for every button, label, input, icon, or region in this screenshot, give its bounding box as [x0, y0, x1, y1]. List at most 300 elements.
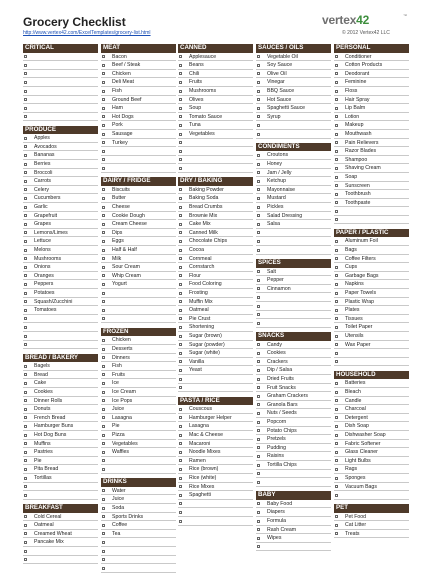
checkbox-icon[interactable]	[335, 201, 338, 204]
item-label: Light Bulbs	[345, 457, 371, 464]
checkbox-icon[interactable]	[24, 515, 27, 518]
checkbox-icon[interactable]	[102, 532, 105, 535]
checkbox-icon[interactable]	[102, 266, 105, 269]
checkbox-icon[interactable]	[24, 145, 27, 148]
checkbox-icon[interactable]	[179, 451, 182, 454]
checkbox-icon[interactable]	[179, 309, 182, 312]
checkbox-icon[interactable]	[335, 90, 338, 93]
checkbox-icon[interactable]	[335, 317, 338, 320]
checkbox-icon[interactable]	[335, 124, 338, 127]
checkbox-icon[interactable]	[179, 107, 182, 110]
checkbox-icon[interactable]	[179, 335, 182, 338]
checkbox-icon[interactable]	[179, 240, 182, 243]
checkbox-icon[interactable]	[335, 494, 338, 497]
checkbox-icon[interactable]	[179, 150, 182, 153]
checkbox-icon[interactable]	[102, 399, 105, 402]
checkbox-icon[interactable]	[102, 90, 105, 93]
checkbox-icon[interactable]	[24, 494, 27, 497]
checkbox-icon[interactable]	[24, 98, 27, 101]
checkbox-icon[interactable]	[179, 266, 182, 269]
checkbox-icon[interactable]	[102, 231, 105, 234]
checkbox-icon[interactable]	[335, 115, 338, 118]
checkbox-icon[interactable]	[257, 171, 260, 174]
checkbox-icon[interactable]	[179, 90, 182, 93]
list-item	[101, 336, 176, 345]
list-item	[23, 177, 98, 186]
checkbox-icon[interactable]	[335, 257, 338, 260]
checkbox-icon[interactable]	[24, 180, 27, 183]
checkbox-icon[interactable]	[257, 322, 260, 325]
checkbox-icon[interactable]	[24, 300, 27, 303]
item-label: Flour	[189, 272, 201, 279]
checkbox-icon[interactable]	[24, 55, 27, 58]
checkbox-icon[interactable]	[102, 197, 105, 200]
checkbox-icon[interactable]	[24, 365, 27, 368]
checkbox-icon[interactable]	[257, 378, 260, 381]
checkbox-icon[interactable]	[335, 176, 338, 179]
checkbox-icon[interactable]	[179, 257, 182, 260]
checkbox-icon[interactable]	[179, 98, 182, 101]
checkbox-icon[interactable]	[257, 107, 260, 110]
checkbox-icon[interactable]	[257, 206, 260, 209]
checkbox-icon[interactable]	[24, 391, 27, 394]
checkbox-icon[interactable]	[335, 451, 338, 454]
checkbox-icon[interactable]	[257, 511, 260, 514]
checkbox-icon[interactable]	[179, 197, 182, 200]
list-item	[178, 53, 253, 62]
checkbox-icon[interactable]	[257, 369, 260, 372]
checkbox-icon[interactable]	[335, 218, 338, 221]
checkbox-icon[interactable]	[257, 214, 260, 217]
checkbox-icon[interactable]	[335, 249, 338, 252]
checkbox-icon[interactable]	[102, 489, 105, 492]
checkbox-icon[interactable]	[257, 472, 260, 475]
checkbox-icon[interactable]	[179, 520, 182, 523]
checkbox-icon[interactable]	[179, 360, 182, 363]
checkbox-icon[interactable]	[257, 296, 260, 299]
checkbox-icon[interactable]	[24, 292, 27, 295]
checkbox-icon[interactable]	[257, 115, 260, 118]
checkbox-icon[interactable]	[24, 107, 27, 110]
logo-text: vertex	[322, 13, 357, 27]
checkbox-icon[interactable]	[24, 188, 27, 191]
checkbox-icon[interactable]	[335, 309, 338, 312]
checkbox-icon[interactable]	[102, 515, 105, 518]
checkbox-icon[interactable]	[179, 494, 182, 497]
checkbox-icon[interactable]	[24, 81, 27, 84]
checkbox-icon[interactable]	[102, 550, 105, 553]
item-label: Ramen	[189, 457, 206, 464]
checkbox-icon[interactable]	[335, 416, 338, 419]
checkbox-icon[interactable]	[102, 115, 105, 118]
checkbox-icon[interactable]	[257, 438, 260, 441]
checkbox-icon[interactable]	[257, 90, 260, 93]
checkbox-icon[interactable]	[335, 141, 338, 144]
checkbox-icon[interactable]	[179, 188, 182, 191]
checkbox-icon[interactable]	[102, 317, 105, 320]
checkbox-icon[interactable]	[335, 72, 338, 75]
checkbox-icon[interactable]	[24, 373, 27, 376]
checkbox-icon[interactable]	[24, 90, 27, 93]
checkbox-icon[interactable]	[257, 412, 260, 415]
checkbox-icon[interactable]	[257, 386, 260, 389]
list-item	[256, 517, 331, 526]
checkbox-icon[interactable]	[179, 442, 182, 445]
item-label: Baking Soda	[189, 195, 219, 202]
checkbox-icon[interactable]	[102, 249, 105, 252]
checkbox-icon[interactable]	[257, 403, 260, 406]
item-label: Syrup	[267, 113, 281, 120]
checkbox-icon[interactable]	[102, 206, 105, 209]
checkbox-icon[interactable]	[335, 107, 338, 110]
checkbox-icon[interactable]	[102, 167, 105, 170]
checkbox-icon[interactable]	[102, 214, 105, 217]
checkbox-icon[interactable]	[102, 408, 105, 411]
checkbox-icon[interactable]	[335, 133, 338, 136]
checkbox-icon[interactable]	[335, 515, 338, 518]
checkbox-icon[interactable]	[179, 64, 182, 67]
checkbox-icon[interactable]	[335, 98, 338, 101]
checkbox-icon[interactable]	[24, 408, 27, 411]
checkbox-icon[interactable]	[102, 391, 105, 394]
checkbox-icon[interactable]	[102, 188, 105, 191]
checkbox-icon[interactable]	[179, 416, 182, 419]
list-item	[334, 306, 409, 315]
checkbox-icon[interactable]	[257, 154, 260, 157]
checkbox-icon[interactable]	[257, 545, 260, 548]
checkbox-icon[interactable]	[179, 386, 182, 389]
checkbox-icon[interactable]	[257, 455, 260, 458]
checkbox-icon[interactable]	[335, 335, 338, 338]
checkbox-icon[interactable]	[24, 309, 27, 312]
list-item	[178, 212, 253, 221]
checkbox-icon[interactable]	[257, 287, 260, 290]
checkbox-icon[interactable]	[102, 382, 105, 385]
checkbox-icon[interactable]	[102, 339, 105, 342]
checkbox-icon[interactable]	[102, 257, 105, 260]
checkbox-icon[interactable]	[179, 249, 182, 252]
checkbox-icon[interactable]	[179, 206, 182, 209]
checkbox-icon[interactable]	[335, 477, 338, 480]
checkbox-icon[interactable]	[179, 55, 182, 58]
checkbox-icon[interactable]	[179, 292, 182, 295]
checkbox-icon[interactable]	[102, 158, 105, 161]
checkbox-icon[interactable]	[179, 434, 182, 437]
checkbox-icon[interactable]	[257, 502, 260, 505]
checkbox-icon[interactable]	[335, 300, 338, 303]
checkbox-icon[interactable]	[335, 210, 338, 213]
checkbox-icon[interactable]	[102, 468, 105, 471]
checkbox-icon[interactable]	[24, 343, 27, 346]
checkbox-icon[interactable]	[179, 115, 182, 118]
checkbox-icon[interactable]	[335, 55, 338, 58]
item-label: Spaghetti	[189, 492, 211, 499]
checkbox-icon[interactable]	[335, 326, 338, 329]
checkbox-icon[interactable]	[179, 511, 182, 514]
checkbox-icon[interactable]	[257, 55, 260, 58]
checkbox-icon[interactable]	[24, 434, 27, 437]
checkbox-icon[interactable]	[257, 446, 260, 449]
checkbox-icon[interactable]	[24, 532, 27, 535]
checkbox-icon[interactable]	[257, 537, 260, 540]
checkbox-icon[interactable]	[24, 283, 27, 286]
checkbox-icon[interactable]	[335, 150, 338, 153]
checkbox-icon[interactable]	[335, 343, 338, 346]
checkbox-icon[interactable]	[179, 158, 182, 161]
checkbox-icon[interactable]	[102, 451, 105, 454]
checkbox-icon[interactable]	[335, 64, 338, 67]
checkbox-icon[interactable]	[24, 72, 27, 75]
logo-trademark: ™	[403, 13, 407, 18]
checkbox-icon[interactable]	[102, 292, 105, 295]
checkbox-icon[interactable]	[24, 249, 27, 252]
checkbox-icon[interactable]	[335, 442, 338, 445]
checkbox-icon[interactable]	[257, 352, 260, 355]
checkbox-icon[interactable]	[335, 240, 338, 243]
checkbox-icon[interactable]	[335, 485, 338, 488]
item-label: Donuts	[34, 406, 51, 413]
category-section	[23, 126, 98, 349]
checkbox-icon[interactable]	[257, 223, 260, 226]
list-item	[101, 280, 176, 289]
checkbox-icon[interactable]	[257, 520, 260, 523]
checkbox-icon[interactable]	[179, 72, 182, 75]
checkbox-icon[interactable]	[257, 528, 260, 531]
checkbox-icon[interactable]	[335, 274, 338, 277]
checkbox-icon[interactable]	[24, 206, 27, 209]
checkbox-icon[interactable]	[24, 550, 27, 553]
checkbox-icon[interactable]	[102, 141, 105, 144]
checkbox-icon[interactable]	[102, 283, 105, 286]
checkbox-icon[interactable]	[179, 223, 182, 226]
checkbox-icon[interactable]	[24, 477, 27, 480]
checkbox-icon[interactable]	[335, 184, 338, 187]
checkbox-icon[interactable]	[179, 231, 182, 234]
checkbox-icon[interactable]	[179, 141, 182, 144]
checkbox-icon[interactable]	[102, 356, 105, 359]
checkbox-icon[interactable]	[179, 369, 182, 372]
checkbox-icon[interactable]	[335, 434, 338, 437]
checkbox-icon[interactable]	[24, 223, 27, 226]
checkbox-icon[interactable]	[335, 352, 338, 355]
checkbox-icon[interactable]	[102, 459, 105, 462]
checkbox-icon[interactable]	[24, 137, 27, 140]
checkbox-icon[interactable]	[335, 167, 338, 170]
checkbox-icon[interactable]	[24, 399, 27, 402]
checkbox-icon[interactable]	[335, 524, 338, 527]
checkbox-icon[interactable]	[257, 421, 260, 424]
checkbox-icon[interactable]	[102, 81, 105, 84]
checkbox-icon[interactable]	[24, 416, 27, 419]
checkbox-icon[interactable]	[257, 313, 260, 316]
item-label: Soy Sauce	[267, 62, 293, 69]
checkbox-icon[interactable]	[257, 124, 260, 127]
checkbox-icon[interactable]	[24, 524, 27, 527]
list-item	[23, 246, 98, 255]
checkbox-icon[interactable]	[335, 81, 338, 84]
checkbox-icon[interactable]	[257, 180, 260, 183]
checkbox-icon[interactable]	[24, 425, 27, 428]
checkbox-icon[interactable]	[24, 459, 27, 462]
checkbox-icon[interactable]	[335, 532, 338, 535]
checkbox-icon[interactable]	[257, 279, 260, 282]
checkbox-icon[interactable]	[179, 425, 182, 428]
checkbox-icon[interactable]	[24, 274, 27, 277]
checkbox-icon[interactable]	[257, 343, 260, 346]
checkbox-icon[interactable]	[179, 214, 182, 217]
checkbox-icon[interactable]	[102, 373, 105, 376]
checkbox-icon[interactable]	[179, 167, 182, 170]
checkbox-icon[interactable]	[257, 240, 260, 243]
checkbox-icon[interactable]	[24, 541, 27, 544]
checkbox-icon[interactable]	[257, 72, 260, 75]
checkbox-icon[interactable]	[257, 464, 260, 467]
checkbox-icon[interactable]	[257, 249, 260, 252]
checkbox-icon[interactable]	[257, 429, 260, 432]
checkbox-icon[interactable]	[102, 240, 105, 243]
checkbox-icon[interactable]	[179, 300, 182, 303]
checkbox-icon[interactable]	[179, 468, 182, 471]
checkbox-icon[interactable]	[257, 133, 260, 136]
checkbox-icon[interactable]	[179, 283, 182, 286]
list-item	[334, 156, 409, 165]
checkbox-icon[interactable]	[24, 231, 27, 234]
checkbox-icon[interactable]	[24, 326, 27, 329]
checkbox-icon[interactable]	[257, 395, 260, 398]
item-label: Deodorant	[345, 70, 370, 77]
checkbox-icon[interactable]	[257, 305, 260, 308]
checkbox-icon[interactable]	[24, 335, 27, 338]
checkbox-icon[interactable]	[102, 107, 105, 110]
checkbox-icon[interactable]	[102, 300, 105, 303]
checkbox-icon[interactable]	[179, 343, 182, 346]
checkbox-icon[interactable]	[257, 98, 260, 101]
checkbox-icon[interactable]	[102, 434, 105, 437]
checkbox-icon[interactable]	[24, 171, 27, 174]
checkbox-icon[interactable]	[102, 416, 105, 419]
checkbox-icon[interactable]	[179, 352, 182, 355]
checkbox-icon[interactable]	[102, 309, 105, 312]
checkbox-icon[interactable]	[102, 348, 105, 351]
checkbox-icon[interactable]	[335, 360, 338, 363]
list-item	[178, 422, 253, 431]
checkbox-icon[interactable]	[257, 64, 260, 67]
checkbox-icon[interactable]	[335, 408, 338, 411]
checkbox-icon[interactable]	[24, 382, 27, 385]
list-item	[334, 431, 409, 440]
checkbox-icon[interactable]	[102, 64, 105, 67]
checkbox-icon[interactable]	[257, 81, 260, 84]
checkbox-icon[interactable]	[24, 214, 27, 217]
checkbox-icon[interactable]	[179, 477, 182, 480]
checkbox-icon[interactable]	[179, 485, 182, 488]
checkbox-icon[interactable]	[24, 115, 27, 118]
checkbox-icon[interactable]	[102, 72, 105, 75]
item-label: Cotton Products	[345, 62, 383, 69]
checkbox-icon[interactable]	[179, 502, 182, 505]
checkbox-icon[interactable]	[335, 425, 338, 428]
checkbox-icon[interactable]	[24, 468, 27, 471]
checkbox-icon[interactable]	[179, 326, 182, 329]
checkbox-icon[interactable]	[24, 240, 27, 243]
list-item	[178, 315, 253, 324]
checkbox-icon[interactable]	[257, 231, 260, 234]
checkbox-icon[interactable]	[335, 391, 338, 394]
checkbox-icon[interactable]	[102, 133, 105, 136]
checkbox-icon[interactable]	[24, 442, 27, 445]
checkbox-icon[interactable]	[102, 425, 105, 428]
checkbox-icon[interactable]	[24, 197, 27, 200]
checkbox-icon[interactable]	[24, 451, 27, 454]
category-section	[178, 397, 253, 526]
checkbox-icon[interactable]	[335, 399, 338, 402]
checkbox-icon[interactable]	[102, 150, 105, 153]
checkbox-icon[interactable]	[179, 124, 182, 127]
checkbox-icon[interactable]	[257, 163, 260, 166]
checkbox-icon[interactable]	[335, 158, 338, 161]
checkbox-icon[interactable]	[335, 283, 338, 286]
category-header: DRY / BAKING	[178, 177, 253, 186]
checkbox-icon[interactable]	[179, 378, 182, 381]
checkbox-icon[interactable]	[102, 223, 105, 226]
checkbox-icon[interactable]	[102, 274, 105, 277]
checkbox-icon[interactable]	[335, 459, 338, 462]
category-section	[101, 44, 176, 173]
checkbox-icon[interactable]	[257, 270, 260, 273]
checkbox-icon[interactable]	[24, 163, 27, 166]
checkbox-icon[interactable]	[24, 154, 27, 157]
checkbox-icon[interactable]	[24, 317, 27, 320]
checkbox-icon[interactable]	[102, 442, 105, 445]
list-item	[101, 220, 176, 229]
checkbox-icon[interactable]	[179, 274, 182, 277]
checkbox-icon[interactable]	[102, 524, 105, 527]
checkbox-icon[interactable]	[102, 98, 105, 101]
checkbox-icon[interactable]	[335, 266, 338, 269]
template-link[interactable]: http://www.vertex42.com/ExcelTemplates/grocery-list.html	[23, 30, 151, 36]
checkbox-icon[interactable]	[257, 197, 260, 200]
checkbox-icon[interactable]	[257, 481, 260, 484]
checkbox-icon[interactable]	[335, 193, 338, 196]
checkbox-icon[interactable]	[179, 133, 182, 136]
item-label: Deli Meat	[112, 79, 134, 86]
checkbox-icon[interactable]	[335, 382, 338, 385]
checkbox-icon[interactable]	[24, 257, 27, 260]
checkbox-icon[interactable]	[257, 188, 260, 191]
checkbox-icon[interactable]	[102, 507, 105, 510]
checkbox-icon[interactable]	[102, 124, 105, 127]
checkbox-icon[interactable]	[102, 365, 105, 368]
checkbox-icon[interactable]	[102, 541, 105, 544]
checkbox-icon[interactable]	[257, 360, 260, 363]
checkbox-icon[interactable]	[179, 81, 182, 84]
list-item	[101, 487, 176, 496]
checkbox-icon[interactable]	[179, 459, 182, 462]
checkbox-icon[interactable]	[24, 266, 27, 269]
checkbox-icon[interactable]	[102, 498, 105, 501]
checkbox-icon[interactable]	[335, 468, 338, 471]
item-label: Carrots	[34, 178, 52, 185]
list-item	[101, 538, 176, 547]
checkbox-icon[interactable]	[335, 292, 338, 295]
checkbox-icon[interactable]	[24, 485, 27, 488]
checkbox-icon[interactable]	[179, 317, 182, 320]
checkbox-icon[interactable]	[102, 55, 105, 58]
checkbox-icon[interactable]	[179, 408, 182, 411]
checkbox-icon[interactable]	[102, 567, 105, 570]
list-item	[101, 371, 176, 380]
checkbox-icon[interactable]	[24, 64, 27, 67]
